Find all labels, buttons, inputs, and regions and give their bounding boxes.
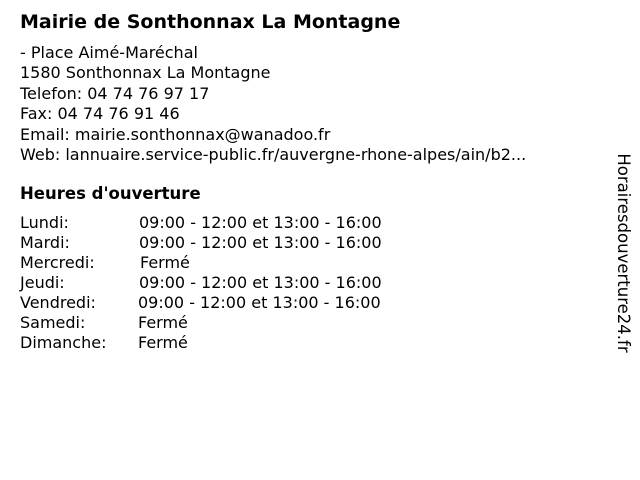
address-line-2: 1580 Sonthonnax La Montagne — [20, 63, 271, 83]
day-label: Mercredi: — [20, 253, 95, 272]
hours-title: Heures d'ouverture — [20, 184, 201, 203]
day-label: Samedi: — [20, 313, 86, 332]
address-line-1: - Place Aimé-Maréchal — [20, 43, 198, 62]
day-hours: 09:00 - 12:00 et 13:00 - 16:00 — [139, 233, 382, 252]
day-label: Dimanche: — [20, 333, 107, 352]
day-label: Mardi: — [20, 233, 70, 252]
fax-line: Fax: 04 74 76 91 46 — [20, 104, 180, 124]
day-label: Vendredi: — [20, 293, 96, 312]
day-hours: 09:00 - 12:00 et 13:00 - 16:00 — [138, 293, 381, 312]
phone-line: Telefon: 04 74 76 97 17 — [20, 83, 210, 103]
day-hours: 09:00 - 12:00 et 13:00 - 16:00 — [139, 213, 382, 232]
day-hours: 09:00 - 12:00 et 13:00 - 16:00 — [139, 273, 382, 292]
day-label: Jeudi: — [20, 273, 65, 292]
contact-block — [20, 43, 526, 165]
web-line: Web: lannuaire.service-public.fr/auvergne-rhone-alpes/ain/b2... — [20, 144, 527, 164]
email-line: Email: mairie.sonthonnax@wanadoo.fr — [20, 124, 331, 144]
site-watermark: Horairesdouverture24.fr — [614, 153, 633, 353]
day-label: Lundi: — [20, 213, 69, 232]
day-hours: Fermé — [138, 333, 188, 352]
day-hours: Fermé — [140, 253, 190, 272]
day-hours: Fermé — [138, 313, 188, 332]
page-title: Mairie de Sonthonnax La Montagne — [20, 11, 401, 33]
